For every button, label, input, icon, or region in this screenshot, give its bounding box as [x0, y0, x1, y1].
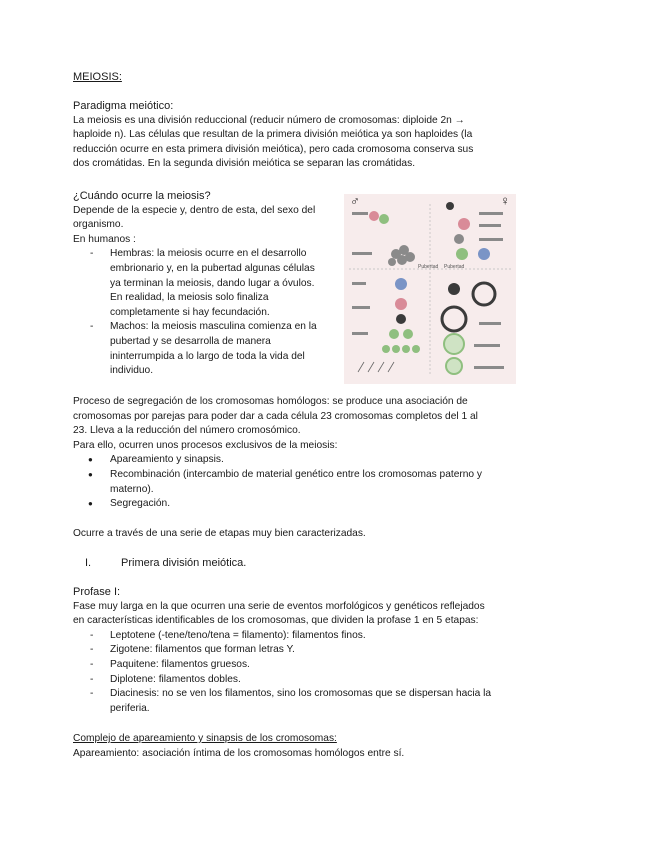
list-item-text: - Diacinesis: no se ven los filamentos, sino los cromosomas que se dispersan hacia la	[110, 688, 492, 700]
meiosis-diagram	[344, 194, 516, 384]
list-item-text: - Zigotene: filamentos que forman letras Y.	[110, 644, 295, 656]
list-item-text: - Hembras: la meiosis ocurre en el desarrollo	[110, 248, 307, 260]
meiosis-figure	[344, 194, 516, 384]
paradigm-line: reducción ocurre en esta primera división meiótica), pero cada cromosoma conserva sus	[73, 143, 474, 155]
list-item-text: - Leptotene (-tene/teno/tena = filamento): filamentos finos.	[110, 629, 366, 641]
section-number: I.	[85, 557, 92, 569]
list-item-text: periferia.	[110, 702, 150, 714]
page-title: MEIOSIS:	[73, 71, 122, 83]
prophase-heading: Profase I:	[73, 586, 121, 598]
when-section	[73, 189, 348, 379]
list-item	[73, 629, 523, 644]
list-item-males	[73, 320, 348, 378]
list-item-text: individuo.	[110, 365, 154, 377]
figure-label-puberty: Pubertad	[444, 264, 465, 270]
list-item-females	[73, 247, 348, 320]
section-heading-1	[73, 556, 523, 571]
list-item-text: ya terminan la meiosis, dando lugar a óvulos.	[110, 277, 315, 289]
list-item-text: pubertad y se desarrolla de manera	[110, 335, 271, 347]
prophase-line: Fase muy larga en la que ocurren una serie de eventos morfológicos y genéticos reflejados	[73, 600, 485, 612]
male-symbol: ♂	[350, 193, 360, 208]
list-item-text: ininterrumpida a lo largo de toda la vida del	[110, 350, 305, 362]
list-item	[73, 497, 523, 512]
list-item	[73, 687, 523, 716]
synapsis-line: Apareamiento: asociación íntima de los cromosomas homólogos entre sí.	[73, 747, 405, 759]
list-item-text: materno).	[110, 483, 154, 495]
figure-label-puberty: Pubertad	[418, 264, 439, 270]
segregation-line: 23. Lleva a la reducción del número cromosómico.	[73, 425, 301, 437]
when-line: Depende de la especie y, dentro de esta, del sexo del	[73, 204, 316, 216]
list-item-text: En realidad, la meiosis solo finaliza	[110, 292, 269, 304]
list-item-text: completamente si hay fecundación.	[110, 306, 270, 318]
segregation-line: cromosomas por parejas para poder dar a cada célula 23 cromosomas completos del 1 al	[73, 410, 478, 422]
stages-intro: Ocurre a través de una serie de etapas muy bien caracterizadas.	[73, 528, 366, 539]
segregation-section	[73, 395, 523, 512]
list-item-text: ● Segregación.	[110, 498, 171, 510]
when-heading: ¿Cuándo ocurre la meiosis?	[73, 190, 211, 202]
paradigm-heading: Paradigma meiótico:	[73, 100, 174, 112]
paradigm-section	[73, 99, 523, 172]
paradigm-line: dos cromátidas. En la segunda división meiótica se separan las cromátidas.	[73, 158, 416, 170]
when-line: organismo.	[73, 219, 124, 231]
segregation-line: Para ello, ocurren unos procesos exclusivos de la meiosis:	[73, 439, 338, 451]
list-item-text: - Machos: la meiosis masculina comienza en la	[110, 321, 317, 333]
synapsis-section	[73, 732, 523, 761]
process-list	[73, 453, 523, 511]
list-item-text: - Paquitene: filamentos gruesos.	[110, 658, 250, 670]
segregation-line: Proceso de segregación de los cromosomas homólogos: se produce una asociación de	[73, 396, 468, 407]
prophase-section	[73, 585, 523, 716]
list-item-text: ● Apareamiento y sinapsis.	[110, 454, 224, 466]
section-title: Primera división meiótica.	[121, 557, 247, 569]
list-item	[73, 643, 523, 658]
list-item	[73, 658, 523, 673]
synapsis-heading: Complejo de apareamiento y sinapsis de los cromosomas:	[73, 733, 337, 744]
prophase-stage-list	[73, 629, 523, 717]
list-item	[73, 468, 523, 497]
paradigm-line: haploide n). Las células que resultan de la primera división meiótica ya son haploides (la	[73, 129, 473, 141]
list-item-text: ● Recombinación (intercambio de material genético entre los cromosomas paterno y	[110, 468, 483, 480]
when-line: En humanos :	[73, 233, 136, 245]
list-item-text: - Diplotene: filamentos dobles.	[110, 673, 241, 685]
list-item	[73, 453, 523, 468]
list-item	[73, 673, 523, 688]
sex-list	[73, 247, 348, 378]
list-item-text: embrionario y, en la pubertad algunas células	[110, 262, 315, 274]
prophase-line: en características identificables de los cromosomas, que dividen la profase 1 en 5 etapas:	[73, 615, 479, 627]
female-symbol: ♀	[500, 193, 510, 208]
paradigm-line: La meiosis es una división reduccional (reducir número de cromosomas: diploide 2n →	[73, 114, 465, 126]
